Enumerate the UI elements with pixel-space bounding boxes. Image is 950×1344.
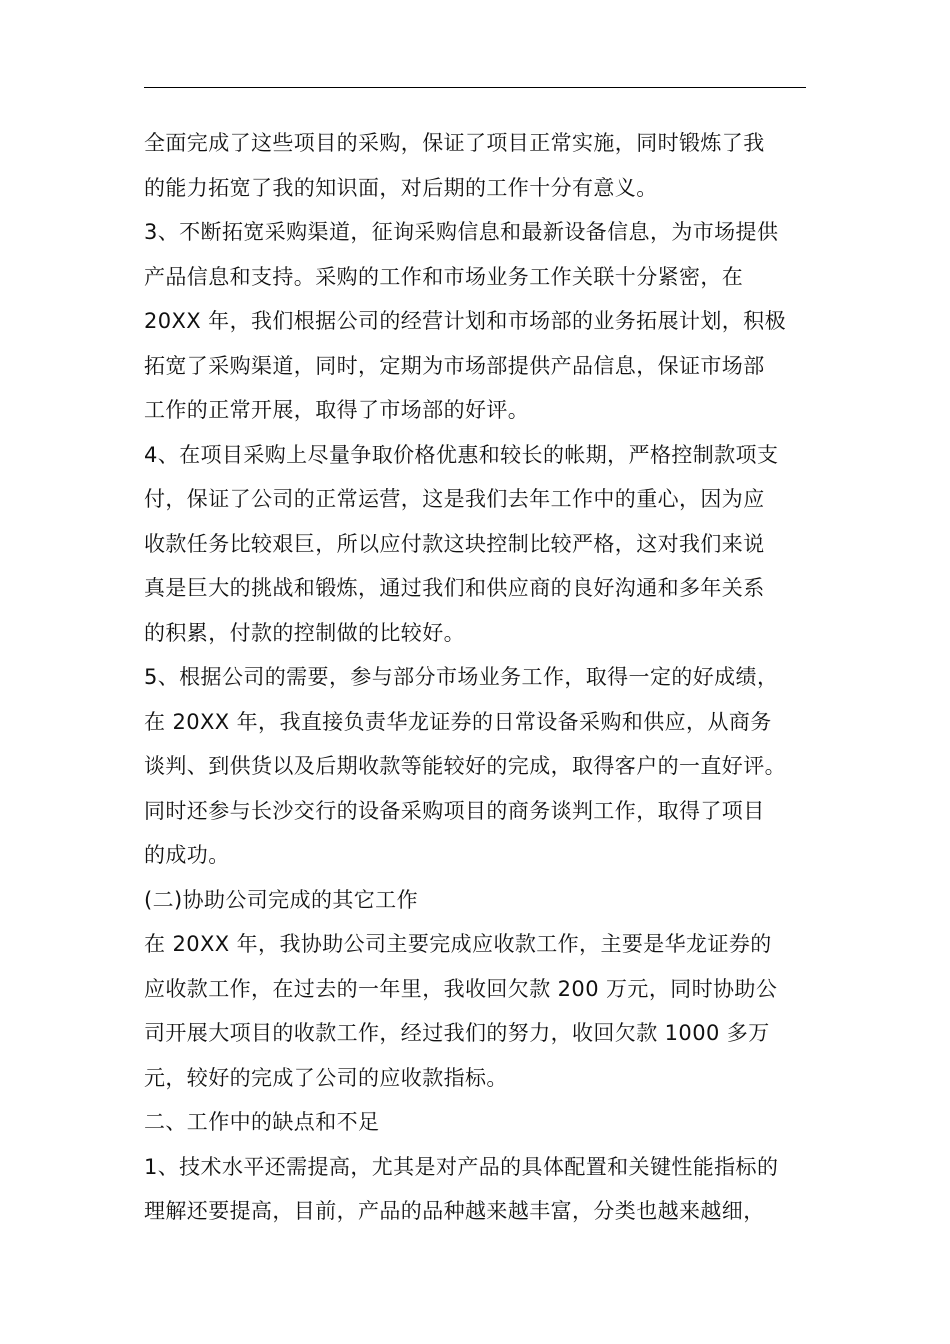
text-line: 司开展大项目的收款工作，经过我们的努力，收回欠款 1000 多万 bbox=[144, 1021, 770, 1045]
text-line: 的积累，付款的控制做的比较好。 bbox=[144, 620, 465, 645]
text-line: 的成功。 bbox=[144, 843, 230, 867]
text-line: 付，保证了公司的正常运营，这是我们去年工作中的重心，因为应 bbox=[144, 487, 765, 511]
text-line: 工作的正常开展，取得了市场部的好评。 bbox=[144, 398, 530, 422]
text-line: 在 20XX 年，我协助公司主要完成应收款工作，主要是华龙证券的 bbox=[144, 932, 772, 956]
text-line: 在 20XX 年，我直接负责华龙证券的日常设备采购和供应，从商务 bbox=[144, 709, 772, 734]
text-line: 全面完成了这些项目的采购，保证了项目正常实施，同时锻炼了我 bbox=[144, 131, 765, 155]
text-line: 1、技术水平还需提高，尤其是对产品的具体配置和关键性能指标的 bbox=[144, 1154, 779, 1179]
text-line: 理解还要提高，目前，产品的品种越来越丰富，分类也越来越细， bbox=[144, 1199, 765, 1223]
text-line: 同时还参与长沙交行的设备采购项目的商务谈判工作，取得了项目 bbox=[144, 798, 765, 823]
text-line: 拓宽了采购渠道，同时，定期为市场部提供产品信息，保证市场部 bbox=[144, 353, 765, 378]
text-line: 应收款工作，在过去的一年里，我收回欠款 200 万元，同时协助公 bbox=[144, 976, 778, 1001]
header-rule bbox=[144, 87, 806, 88]
text-line: 3、不断拓宽采购渠道，征询采购信息和最新设备信息，为市场提供 bbox=[144, 220, 779, 244]
document-body bbox=[144, 121, 824, 1234]
text-line: 元，较好的完成了公司的应收款指标。 bbox=[144, 1065, 508, 1090]
text-line: 20XX 年，我们根据公司的经营计划和市场部的业务拓展计划，积极 bbox=[144, 309, 786, 333]
text-line: 真是巨大的挑战和锻炼，通过我们和供应商的良好沟通和多年关系 bbox=[144, 576, 765, 600]
section-heading: (二)协助公司完成的其它工作 bbox=[144, 887, 418, 912]
section-heading: 二、工作中的缺点和不足 bbox=[144, 1110, 380, 1134]
text-line: 的能力拓宽了我的知识面，对后期的工作十分有意义。 bbox=[144, 175, 658, 200]
text-line: 产品信息和支持。采购的工作和市场业务工作关联十分紧密，在 bbox=[144, 264, 744, 289]
text-line: 收款任务比较艰巨，所以应付款这块控制比较严格，这对我们来说 bbox=[144, 531, 765, 556]
text-line: 4、在项目采购上尽量争取价格优惠和较长的帐期，严格控制款项支 bbox=[144, 442, 779, 467]
text-line: 谈判、到供货以及后期收款等能较好的完成，取得客户的一直好评。 bbox=[144, 754, 786, 778]
text-line: 5、根据公司的需要，参与部分市场业务工作，取得一定的好成绩， bbox=[144, 665, 779, 689]
